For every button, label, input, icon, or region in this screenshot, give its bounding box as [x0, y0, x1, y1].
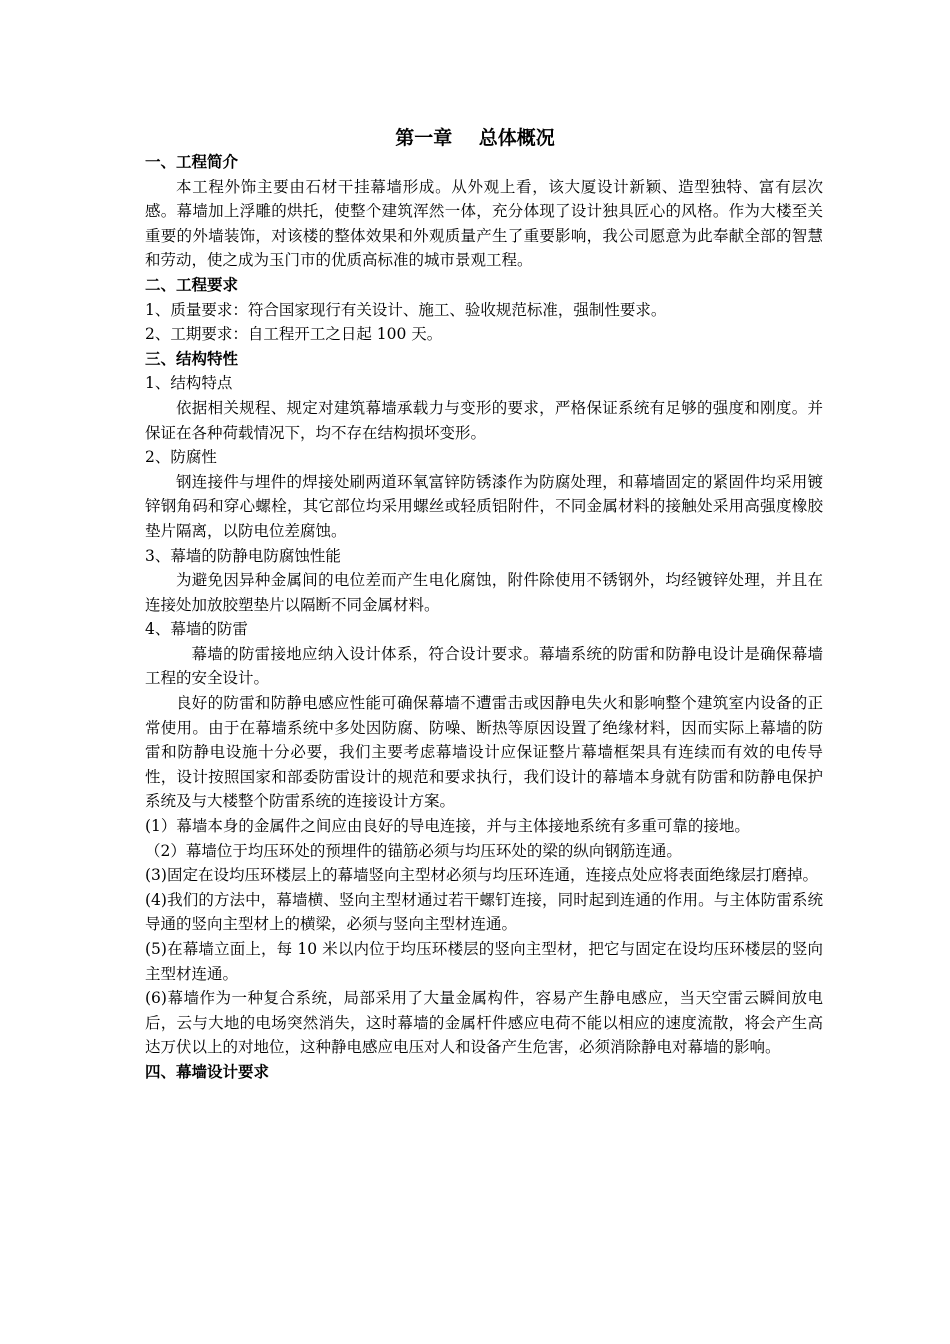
subsection-corrosion: 2、防腐性: [145, 448, 217, 467]
lightning-paragraph-2: 良好的防雷和防静电感应性能可确保幕墙不遭雷击或因静电失火和影响整个建筑室内设备的正常使用。由于在幕墙系统中多处因防腐、防噪、断热等原因设置了绝缘材料，因而实际上幕墙的防雷和防静电设施十分必要，我们主要考虑幕墙设计应保证整片幕墙框架具有连续而有效的电传导性，设计按照国家和部委防雷设计的规范和要求执行，我们设计的幕墙本身就有防雷和防静电保护系统及与大楼整个防雷系统的连接设计方案。: [145, 694, 823, 811]
lightning-paragraph-1: 幕墙的防雷接地应纳入设计体系，符合设计要求。幕墙系统的防雷和防静电设计是确保幕墙工程的安全设计。: [145, 644, 823, 688]
subsection-lightning: 4、幕墙的防雷: [145, 620, 248, 639]
lightning-item-3: (3)固定在设均压环楼层上的幕墙竖向主型材必须与均压环连通，连接点处应将表面绝缘层打磨掉。: [145, 866, 818, 885]
quality-requirement: 1、质量要求：符合国家现行有关设计、施工、验收规范标准，强制性要求。: [145, 300, 667, 319]
section-heading-overview: 一、工程简介: [145, 153, 239, 171]
structure-features-paragraph: 依据相关规程、规定对建筑幕墙承载力与变形的要求，严格保证系统有足够的强度和刚度。并保证在各种荷载情况下，均不存在结构损坏变形。: [145, 398, 823, 442]
lightning-item-1: (1）幕墙本身的金属件之间应由良好的导电连接，并与主体接地系统有多重可靠的接地。: [145, 817, 750, 836]
schedule-requirement: 2、工期要求：自工程开工之日起 100 天。: [145, 325, 443, 344]
section-heading-requirements: 二、工程要求: [145, 275, 239, 294]
lightning-item-6: (6)幕墙作为一种复合系统，局部采用了大量金属构件，容易产生静电感应，当天空雷云瞬间放电后，云与大地的电场突然消失，这时幕墙的金属杆件感应电荷不能以相应的速度流散，将会产生高达万伏以上的对地位，这种静电感应电压对人和设备产生危害，必须消除静电对幕墙的影响。: [145, 989, 823, 1057]
section-heading-design: 四、幕墙设计要求: [145, 1062, 270, 1081]
chapter-title: 第一章 总体概况: [395, 127, 555, 149]
document-body: [145, 150, 823, 1085]
subsection-antistatic: 3、幕墙的防静电防腐蚀性能: [145, 546, 341, 565]
lightning-item-4: (4)我们的方法中，幕墙横、竖向主型材通过若干螺钉连接，同时起到连通的作用。与主体防雷系统导通的竖向主型材上的横梁，必须与竖向主型材连通。: [145, 890, 823, 934]
lightning-item-5: (5)在幕墙立面上，每 10 米以内位于均压环楼层的竖向主型材，把它与固定在设均压环楼层的竖向主型材连通。: [145, 940, 823, 983]
section-heading-structure: 三、结构特性: [145, 349, 239, 368]
subsection-structure-features: 1、结构特点: [145, 374, 233, 393]
overview-paragraph: 本工程外饰主要由石材干挂幕墙形成。从外观上看，该大厦设计新颖、造型独特、富有层次感。幕墙加上浮雕的烘托，使整个建筑浑然一体，充分体现了设计独具匠心的风格。作为大楼至关重要的外墙装饰，对该楼的整体效果和外观质量产生了重要影响，我公司愿意为此奉献全部的智慧和劳动，使之成为玉门市的优质高标准的城市景观工程。: [145, 177, 823, 270]
corrosion-paragraph: 钢连接件与埋件的焊接处刷两道环氧富锌防锈漆作为防腐处理，和幕墙固定的紧固件均采用镀锌钢角码和穿心螺栓，其它部位均采用螺丝或轻质铝附件，不同金属材料的接触处采用高强度橡胶垫片隔离，以防电位差腐蚀。: [145, 472, 823, 540]
lightning-item-2: （2）幕墙位于均压环处的预埋件的锚筋必须与均压环处的梁的纵向钢筋连通。: [145, 841, 682, 860]
antistatic-paragraph: 为避免因异种金属间的电位差而产生电化腐蚀，附件除使用不锈钢外，均经镀锌处理，并且在连接处加放胶塑垫片以隔断不同金属材料。: [145, 571, 823, 614]
